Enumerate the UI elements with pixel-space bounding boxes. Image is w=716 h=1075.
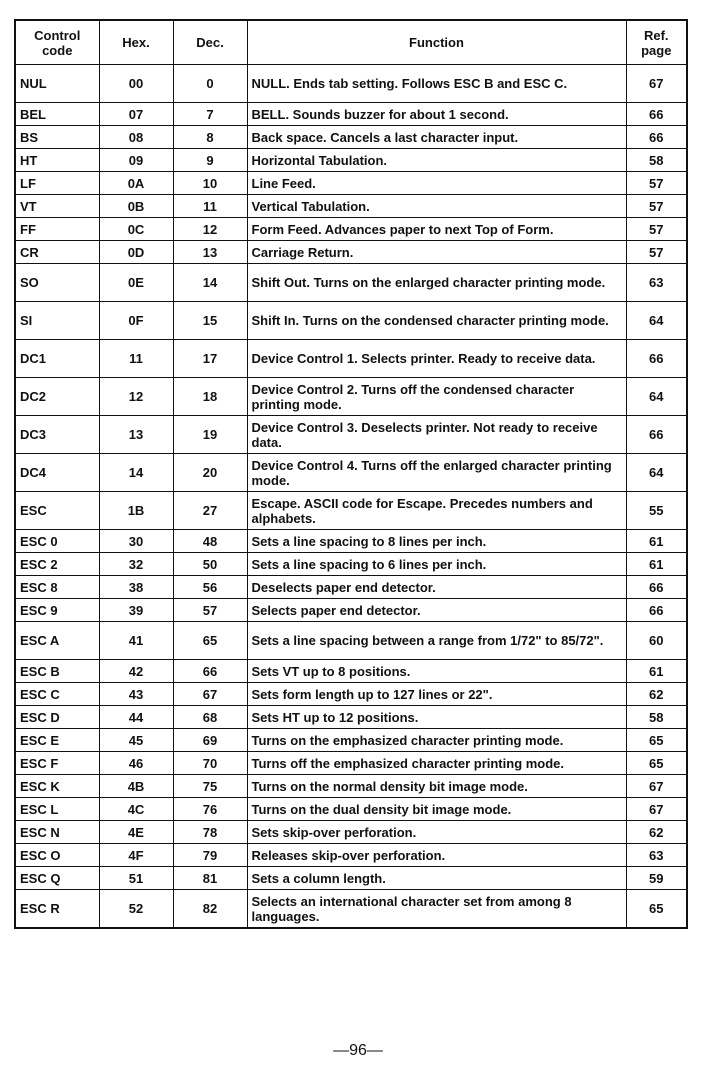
table-row: [15, 599, 687, 622]
cell-hex: 14: [99, 454, 173, 492]
cell-hex: 12: [99, 378, 173, 416]
cell-hex: 0C: [99, 218, 173, 241]
cell-control-code: BS: [15, 126, 99, 149]
table-row: [15, 149, 687, 172]
cell-dec: 18: [173, 378, 247, 416]
cell-function: Sets skip-over perforation.: [247, 821, 626, 844]
cell-hex: 0F: [99, 302, 173, 340]
table-row: [15, 821, 687, 844]
table-row: [15, 378, 687, 416]
cell-hex: 44: [99, 706, 173, 729]
cell-control-code: HT: [15, 149, 99, 172]
cell-hex: 30: [99, 530, 173, 553]
cell-function: Turns on the dual density bit image mode.: [247, 798, 626, 821]
cell-dec: 50: [173, 553, 247, 576]
cell-function: Sets a column length.: [247, 867, 626, 890]
cell-hex: 13: [99, 416, 173, 454]
cell-control-code: BEL: [15, 103, 99, 126]
cell-function: Sets form length up to 127 lines or 22".: [247, 683, 626, 706]
cell-hex: 11: [99, 340, 173, 378]
cell-dec: 11: [173, 195, 247, 218]
table-row: [15, 218, 687, 241]
table-row: [15, 340, 687, 378]
cell-ref-page: 62: [626, 821, 687, 844]
cell-control-code: NUL: [15, 65, 99, 103]
cell-dec: 70: [173, 752, 247, 775]
cell-control-code: DC1: [15, 340, 99, 378]
table-row: [15, 264, 687, 302]
cell-control-code: ESC 2: [15, 553, 99, 576]
cell-ref-page: 66: [626, 340, 687, 378]
cell-function: Back space. Cancels a last character input.: [247, 126, 626, 149]
cell-control-code: DC3: [15, 416, 99, 454]
cell-control-code: ESC D: [15, 706, 99, 729]
control-code-table-wrapper: [14, 19, 686, 929]
cell-hex: 4B: [99, 775, 173, 798]
cell-function: Device Control 3. Deselects printer. Not ready to receive data.: [247, 416, 626, 454]
cell-hex: 38: [99, 576, 173, 599]
cell-dec: 82: [173, 890, 247, 929]
cell-ref-page: 61: [626, 530, 687, 553]
table-row: [15, 302, 687, 340]
header-function: Function: [247, 20, 626, 65]
cell-function: Horizontal Tabulation.: [247, 149, 626, 172]
cell-ref-page: 62: [626, 683, 687, 706]
cell-dec: 0: [173, 65, 247, 103]
cell-control-code: DC4: [15, 454, 99, 492]
cell-dec: 75: [173, 775, 247, 798]
table-row: [15, 798, 687, 821]
cell-function: Deselects paper end detector.: [247, 576, 626, 599]
cell-dec: 76: [173, 798, 247, 821]
cell-ref-page: 63: [626, 264, 687, 302]
cell-function: Line Feed.: [247, 172, 626, 195]
table-row: [15, 195, 687, 218]
cell-control-code: ESC L: [15, 798, 99, 821]
cell-ref-page: 59: [626, 867, 687, 890]
cell-dec: 67: [173, 683, 247, 706]
cell-dec: 65: [173, 622, 247, 660]
cell-control-code: ESC R: [15, 890, 99, 929]
header-dec: Dec.: [173, 20, 247, 65]
cell-dec: 68: [173, 706, 247, 729]
cell-dec: 56: [173, 576, 247, 599]
table-row: [15, 454, 687, 492]
table-body: [15, 65, 687, 929]
cell-ref-page: 57: [626, 195, 687, 218]
table-row: [15, 752, 687, 775]
cell-ref-page: 67: [626, 775, 687, 798]
cell-control-code: ESC 0: [15, 530, 99, 553]
cell-hex: 43: [99, 683, 173, 706]
table-row: [15, 172, 687, 195]
cell-control-code: ESC 9: [15, 599, 99, 622]
cell-function: Turns off the emphasized character printing mode.: [247, 752, 626, 775]
cell-ref-page: 66: [626, 576, 687, 599]
cell-control-code: CR: [15, 241, 99, 264]
cell-ref-page: 63: [626, 844, 687, 867]
cell-control-code: ESC C: [15, 683, 99, 706]
cell-hex: 00: [99, 65, 173, 103]
cell-control-code: SO: [15, 264, 99, 302]
cell-control-code: ESC A: [15, 622, 99, 660]
cell-ref-page: 57: [626, 241, 687, 264]
cell-function: Device Control 2. Turns off the condensed character printing mode.: [247, 378, 626, 416]
cell-function: Sets a line spacing to 8 lines per inch.: [247, 530, 626, 553]
table-row: [15, 729, 687, 752]
cell-dec: 78: [173, 821, 247, 844]
table-row: [15, 530, 687, 553]
cell-function: BELL. Sounds buzzer for about 1 second.: [247, 103, 626, 126]
cell-control-code: ESC K: [15, 775, 99, 798]
cell-control-code: ESC: [15, 492, 99, 530]
cell-hex: 0D: [99, 241, 173, 264]
cell-ref-page: 67: [626, 65, 687, 103]
table-row: [15, 65, 687, 103]
cell-ref-page: 64: [626, 454, 687, 492]
cell-hex: 08: [99, 126, 173, 149]
table-row: [15, 683, 687, 706]
cell-ref-page: 57: [626, 172, 687, 195]
cell-dec: 9: [173, 149, 247, 172]
table-row: [15, 867, 687, 890]
cell-hex: 45: [99, 729, 173, 752]
cell-ref-page: 57: [626, 218, 687, 241]
cell-ref-page: 61: [626, 660, 687, 683]
cell-hex: 41: [99, 622, 173, 660]
cell-hex: 0E: [99, 264, 173, 302]
cell-control-code: LF: [15, 172, 99, 195]
header-control-code: Control code: [15, 20, 99, 65]
cell-dec: 69: [173, 729, 247, 752]
cell-hex: 07: [99, 103, 173, 126]
cell-hex: 4E: [99, 821, 173, 844]
cell-dec: 14: [173, 264, 247, 302]
table-row: [15, 416, 687, 454]
cell-dec: 17: [173, 340, 247, 378]
cell-function: Turns on the normal density bit image mode.: [247, 775, 626, 798]
cell-dec: 27: [173, 492, 247, 530]
table-row: [15, 890, 687, 929]
cell-hex: 1B: [99, 492, 173, 530]
header-ref-page: Ref. page: [626, 20, 687, 65]
cell-control-code: ESC F: [15, 752, 99, 775]
cell-control-code: DC2: [15, 378, 99, 416]
cell-control-code: ESC Q: [15, 867, 99, 890]
cell-ref-page: 55: [626, 492, 687, 530]
cell-dec: 12: [173, 218, 247, 241]
cell-hex: 42: [99, 660, 173, 683]
cell-ref-page: 64: [626, 302, 687, 340]
cell-control-code: ESC B: [15, 660, 99, 683]
cell-control-code: ESC O: [15, 844, 99, 867]
cell-dec: 48: [173, 530, 247, 553]
cell-ref-page: 58: [626, 149, 687, 172]
cell-function: Escape. ASCII code for Escape. Precedes numbers and alphabets.: [247, 492, 626, 530]
cell-function: Sets HT up to 12 positions.: [247, 706, 626, 729]
table-row: [15, 622, 687, 660]
cell-function: Selects an international character set from among 8 languages.: [247, 890, 626, 929]
table-row: [15, 126, 687, 149]
cell-hex: 4C: [99, 798, 173, 821]
cell-hex: 4F: [99, 844, 173, 867]
cell-hex: 39: [99, 599, 173, 622]
cell-function: NULL. Ends tab setting. Follows ESC B and ESC C.: [247, 65, 626, 103]
page-number: —96—: [333, 1042, 383, 1059]
table-row: [15, 706, 687, 729]
cell-hex: 32: [99, 553, 173, 576]
cell-function: Shift Out. Turns on the enlarged character printing mode.: [247, 264, 626, 302]
cell-dec: 7: [173, 103, 247, 126]
cell-hex: 51: [99, 867, 173, 890]
cell-function: Sets VT up to 8 positions.: [247, 660, 626, 683]
cell-hex: 46: [99, 752, 173, 775]
cell-dec: 20: [173, 454, 247, 492]
table-row: [15, 576, 687, 599]
table-row: [15, 241, 687, 264]
cell-ref-page: 65: [626, 752, 687, 775]
cell-dec: 15: [173, 302, 247, 340]
cell-function: Form Feed. Advances paper to next Top of Form.: [247, 218, 626, 241]
cell-ref-page: 64: [626, 378, 687, 416]
table-row: [15, 660, 687, 683]
cell-dec: 81: [173, 867, 247, 890]
cell-hex: 0A: [99, 172, 173, 195]
table-row: [15, 775, 687, 798]
cell-function: Device Control 1. Selects printer. Ready to receive data.: [247, 340, 626, 378]
cell-ref-page: 65: [626, 890, 687, 929]
table-row: [15, 553, 687, 576]
header-hex: Hex.: [99, 20, 173, 65]
cell-ref-page: 66: [626, 416, 687, 454]
cell-ref-page: 61: [626, 553, 687, 576]
table-row: [15, 844, 687, 867]
cell-hex: 09: [99, 149, 173, 172]
table-row: [15, 103, 687, 126]
cell-ref-page: 66: [626, 126, 687, 149]
cell-function: Sets a line spacing between a range from 1/72" to 85/72".: [247, 622, 626, 660]
cell-function: Carriage Return.: [247, 241, 626, 264]
cell-dec: 19: [173, 416, 247, 454]
cell-ref-page: 66: [626, 599, 687, 622]
cell-control-code: FF: [15, 218, 99, 241]
control-code-table: [14, 19, 688, 929]
cell-hex: 52: [99, 890, 173, 929]
cell-function: Vertical Tabulation.: [247, 195, 626, 218]
cell-function: Shift In. Turns on the condensed character printing mode.: [247, 302, 626, 340]
cell-ref-page: 67: [626, 798, 687, 821]
cell-control-code: ESC 8: [15, 576, 99, 599]
cell-control-code: SI: [15, 302, 99, 340]
cell-dec: 8: [173, 126, 247, 149]
cell-function: Selects paper end detector.: [247, 599, 626, 622]
cell-control-code: VT: [15, 195, 99, 218]
cell-dec: 57: [173, 599, 247, 622]
cell-function: Device Control 4. Turns off the enlarged character printing mode.: [247, 454, 626, 492]
cell-dec: 13: [173, 241, 247, 264]
cell-function: Sets a line spacing to 6 lines per inch.: [247, 553, 626, 576]
cell-dec: 79: [173, 844, 247, 867]
cell-hex: 0B: [99, 195, 173, 218]
cell-function: Turns on the emphasized character printing mode.: [247, 729, 626, 752]
table-header-row: [15, 20, 687, 65]
cell-dec: 66: [173, 660, 247, 683]
cell-function: Releases skip-over perforation.: [247, 844, 626, 867]
cell-control-code: ESC N: [15, 821, 99, 844]
table-row: [15, 492, 687, 530]
cell-ref-page: 60: [626, 622, 687, 660]
cell-ref-page: 66: [626, 103, 687, 126]
cell-ref-page: 65: [626, 729, 687, 752]
cell-control-code: ESC E: [15, 729, 99, 752]
cell-dec: 10: [173, 172, 247, 195]
cell-ref-page: 58: [626, 706, 687, 729]
